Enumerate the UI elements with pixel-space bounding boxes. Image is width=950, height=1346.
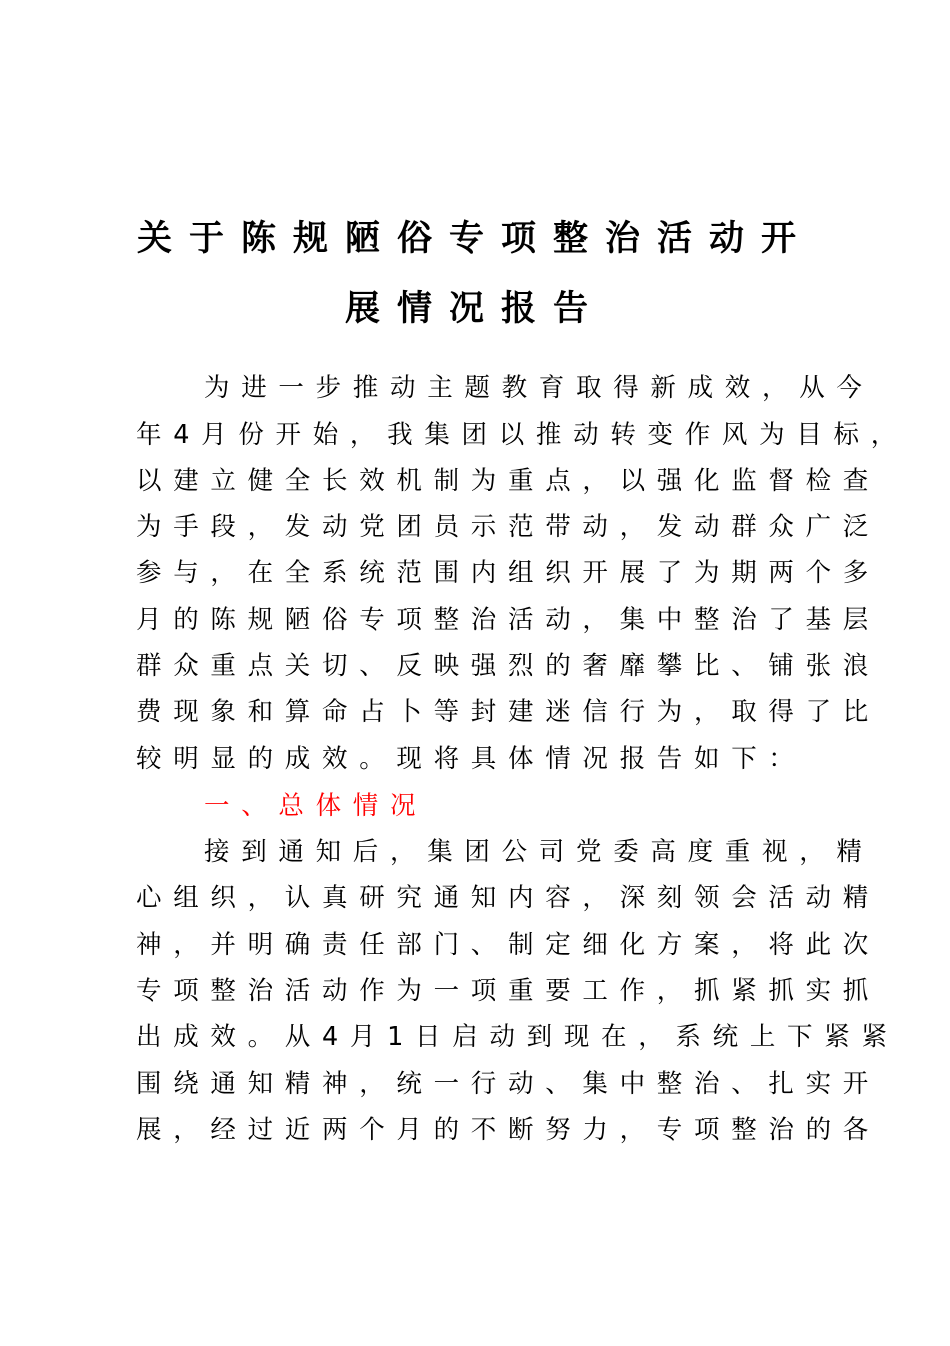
- paragraph-1-line-6: 月的陈规陋俗专项整治活动，集中整治了基层: [136, 605, 881, 635]
- paragraph-1-line-4: 为手段，发动党团员示范带动，发动群众广泛: [136, 512, 881, 542]
- paragraph-1-line-1: 为进一步推动主题教育取得新成效，从今: [204, 373, 874, 403]
- paragraph-2-line-4: 专项整治活动作为一项重要工作，抓紧抓实抓: [136, 976, 881, 1006]
- section-1-heading: 一、总体情况: [204, 791, 428, 821]
- paragraph-1-line-3: 以建立健全长效机制为重点，以强化监督检查: [136, 466, 881, 496]
- paragraph-2-line-3: 神，并明确责任部门、制定细化方案，将此次: [136, 930, 881, 960]
- paragraph-2-line-2: 心组织，认真研究通知内容，深刻领会活动精: [136, 883, 881, 913]
- paragraph-2-line-7: 展，经过近两个月的不断努力，专项整治的各: [136, 1115, 881, 1145]
- paragraph-1-line-2: 年4月份开始，我集团以推动转变作风为目标，: [136, 420, 908, 450]
- paragraph-1-line-7: 群众重点关切、反映强烈的奢靡攀比、铺张浪: [136, 651, 881, 681]
- paragraph-2-line-5: 出成效。从4月1日启动到现在，系统上下紧紧: [136, 1022, 899, 1052]
- paragraph-1-line-9: 较明显的成效。现将具体情况报告如下：: [136, 744, 806, 774]
- paragraph-1-line-8: 费现象和算命占卜等封建迷信行为，取得了比: [136, 697, 881, 727]
- paragraph-1-line-5: 参与，在全系统范围内组织开展了为期两个多: [136, 558, 881, 588]
- document-title-line-2: 展情况报告: [344, 289, 605, 329]
- document-title-line-1: 关于陈规陋俗专项整治活动开: [136, 219, 813, 259]
- paragraph-2-line-6: 围绕通知精神，统一行动、集中整治、扎实开: [136, 1069, 881, 1099]
- paragraph-2-line-1: 接到通知后，集团公司党委高度重视，精: [204, 837, 874, 867]
